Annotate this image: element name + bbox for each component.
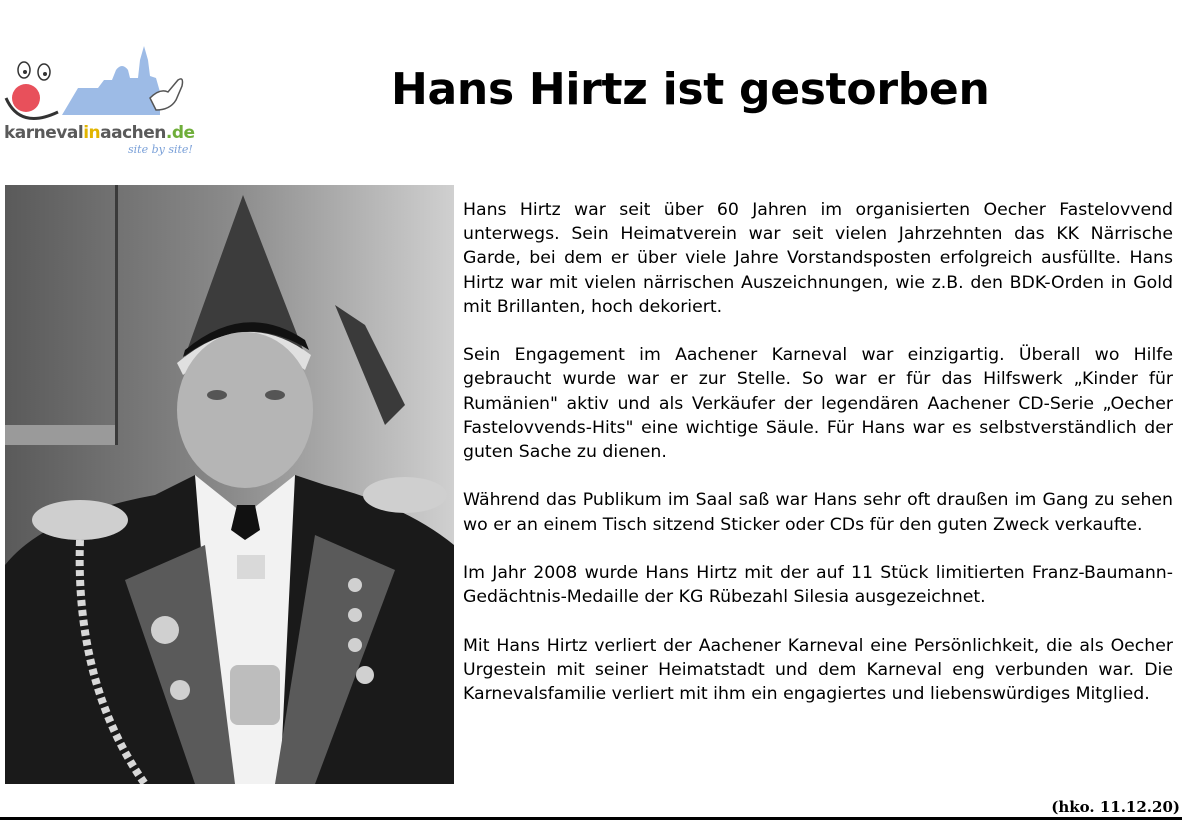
- portrait-photo: [5, 185, 454, 784]
- logo-text-in: in: [83, 123, 101, 143]
- logo-text-tld: .de: [165, 123, 195, 143]
- article-body: [463, 198, 1173, 730]
- logo-text-karneval: karneval: [4, 123, 84, 143]
- author-signoff: (hko. 11.12.20): [1051, 798, 1180, 816]
- logo-wordmark: [4, 123, 195, 143]
- article-paragraph: Im Jahr 2008 wurde Hans Hirtz mit der auf 11 Stück limitierten Franz-Baumann-Gedächtnis-Medaille der KG Rübezahl Silesia ausgezeichnet.: [463, 563, 1173, 608]
- article-paragraph: Während das Publikum im Saal saß war Hans sehr oft draußen im Gang zu sehen wo er an einem Tisch sitzend Sticker oder CDs für den guten Zweck verkaufte.: [463, 490, 1173, 535]
- portrait-image: [5, 185, 454, 784]
- article-paragraph: Mit Hans Hirtz verliert der Aachener Karneval eine Persönlichkeit, die als Oecher Urgestein mit seiner Heimatstadt und dem Karneval eng verbunden war. Die Karnevalsfamilie verliert mit ihm ein engagiertes und liebenswürdiges Mitglied.: [463, 635, 1173, 704]
- site-logo[interactable]: [0, 40, 210, 165]
- logo-tagline: site by site!: [128, 143, 193, 156]
- logo-text-aachen: aachen: [100, 123, 166, 143]
- clown-skyline-logo-icon: [0, 40, 210, 130]
- article-paragraph: Hans Hirtz war seit über 60 Jahren im organisierten Oecher Fastelovvend unterwegs. Sein Heimatverein war seit vielen Jahrzehnten das KK Närrische Garde, bei dem er über viele Jahre Vorstandsposten erfolgreich ausfüllte. Hans Hirtz war mit vielen närrischen Auszeichnungen, wie z.B. den BDK-Orden in Gold mit Brillanten, hoch dekoriert.: [463, 200, 1173, 317]
- article-paragraph: Sein Engagement im Aachener Karneval war einzigartig. Überall wo Hilfe gebraucht wurde war er zur Stelle. So war er für das Hilfswerk „Kinder für Rumänien" aktiv und als Verkäufer der legendären Aachener CD-Serie „Oecher Fastelovvends-Hits" eine wichtige Säule. Für Hans war es selbstverständlich der guten Sache zu dienen.: [463, 345, 1173, 463]
- page-title: Hans Hirtz ist gestorben: [391, 64, 990, 115]
